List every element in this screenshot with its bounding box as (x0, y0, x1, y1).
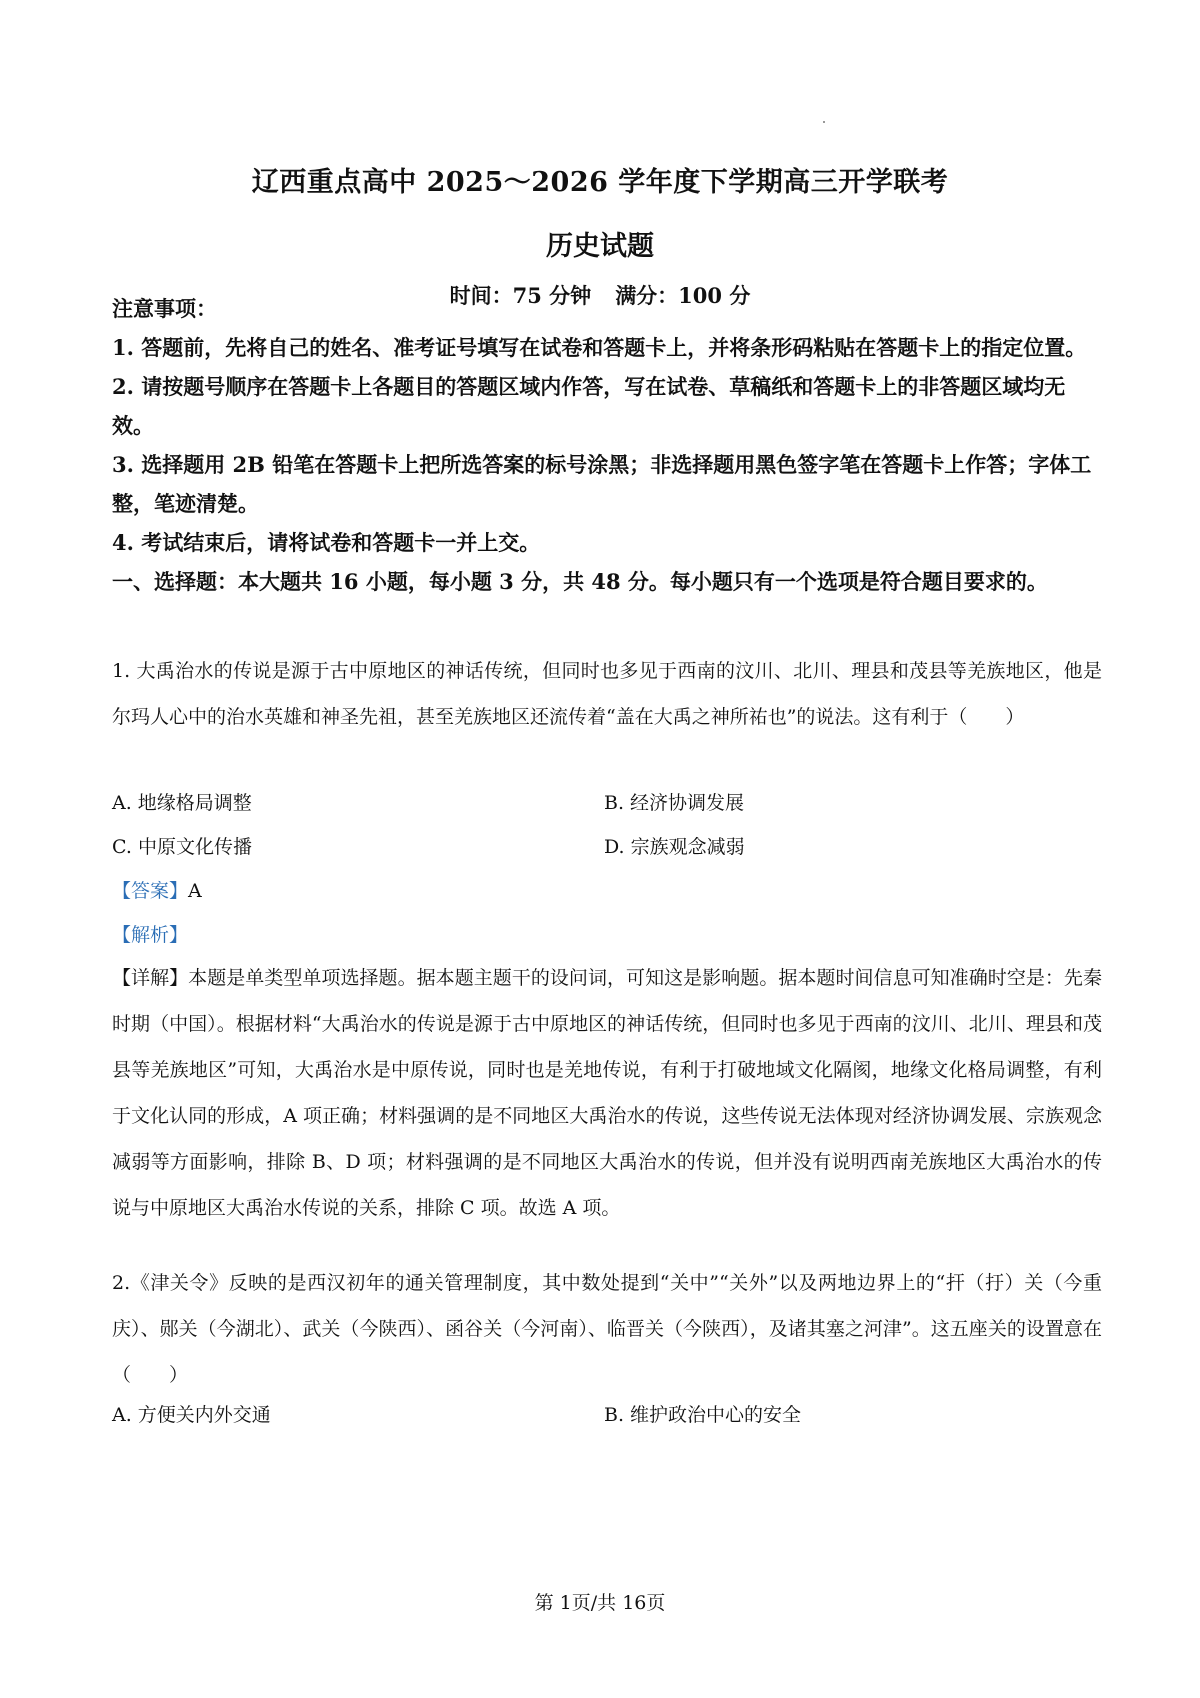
exam-time: 时间：75 分钟 (449, 283, 592, 308)
question-1-stem (112, 648, 1102, 740)
exam-title: 辽西重点高中 2025～2026 学年度下学期高三开学联考 (251, 167, 949, 198)
analysis-tag: 【解析】 (112, 924, 189, 946)
option-d: D. 宗族观念减弱 (604, 836, 745, 858)
answer-value: A (188, 880, 202, 902)
question-2-stem (112, 1260, 1102, 1398)
section-heading: 一、选择题：本大题共 16 小题，每小题 3 分，共 48 分。每小题只有一个选项是符合题目要求的。 (112, 569, 1048, 594)
detail-text: 本题是单类型单项选择题。据本题主题干的设问词，可知这是影响题。据本题时间信息可知准确时空是：先秦时期（中国）。根据材料“大禹治水的传说是源于古中原地区的神话传统，但同时也多见于西南的汶川、北川、理县和茂县等羌族地区”可知，大禹治水是中原传说，同时也是羌地传说，有利于打破地域文化隔阂，地缘文化格局调整，有利于文化认同的形成，A 项正确；材料强调的是不同地区大禹治水的传说，这些传说无法体现对经济协调发展、宗族观念减弱等方面影响，排除 B、D 项；材料强调的是不同地区大禹治水的传说，但并没有说明西南羌族地区大禹治水的传说与中原地区大禹治水传说的关系，排除 C 项。故选 A 项。 (112, 967, 1102, 1219)
option-c: C. 中原文化传播 (112, 836, 252, 858)
option-a: A. 地缘格局调整 (112, 792, 252, 814)
notice-item: 2. 请按题号顺序在答题卡上各题目的答题区域内作答，写在试卷、草稿纸和答题卡上的非答题区域均无效。 (112, 374, 1066, 438)
question-1-options-row-1 (112, 780, 1102, 826)
analysis-line (112, 912, 188, 958)
notice-block (112, 289, 1102, 601)
exam-subject: 历史试题 (546, 231, 654, 262)
question-stem: 1. 大禹治水的传说是源于古中原地区的神话传统，但同时也多见于西南的汶川、北川、理县和茂县等羌族地区，他是尔玛人心中的治水英雄和神圣先祖，甚至羌族地区还流传着“盖在大禹之神所祐也”的说法。这有利于（ ） (112, 660, 1102, 728)
question-stem: 2.《津关令》反映的是西汉初年的通关管理制度，其中数处提到“关中”“关外”以及两地边界上的“扞（扜）关（今重庆）、郧关（今湖北）、武关（今陕西）、函谷关（今河南）、临晋关（今陕西），及诸其塞之河津”。这五座关的设置意在（ ） (112, 1272, 1102, 1386)
page-footer: 第 1页/共 16页 (534, 1592, 666, 1614)
notice-item: 1. 答题前，先将自己的姓名、准考证号填写在试卷和答题卡上，并将条形码粘贴在答题卡上的指定位置。 (112, 335, 1087, 360)
notice-item: 4. 考试结束后，请将试卷和答题卡一并上交。 (112, 530, 541, 555)
notice-item: 3. 选择题用 2B 铅笔在答题卡上把所选答案的标号涂黑；非选择题用黑色签字笔在答题卡上作答；字体工整，笔迹清楚。 (112, 452, 1092, 516)
notice-heading: 注意事项： (112, 296, 217, 321)
option-b: B. 维护政治中心的安全 (604, 1404, 802, 1426)
exam-full-score: 满分：100 分 (615, 283, 751, 308)
detail-block (112, 955, 1102, 1231)
option-b: B. 经济协调发展 (604, 792, 745, 814)
option-a: A. 方便关内外交通 (112, 1404, 271, 1426)
answer-tag: 【答案】 (112, 880, 189, 902)
question-1-options-row-2 (112, 824, 1102, 870)
question-2-options-row-1 (112, 1392, 1102, 1438)
answer-line (112, 868, 202, 914)
detail-paragraph (112, 955, 1102, 1231)
detail-tag: 【详解】 (112, 967, 189, 989)
scan-speck (823, 121, 825, 123)
